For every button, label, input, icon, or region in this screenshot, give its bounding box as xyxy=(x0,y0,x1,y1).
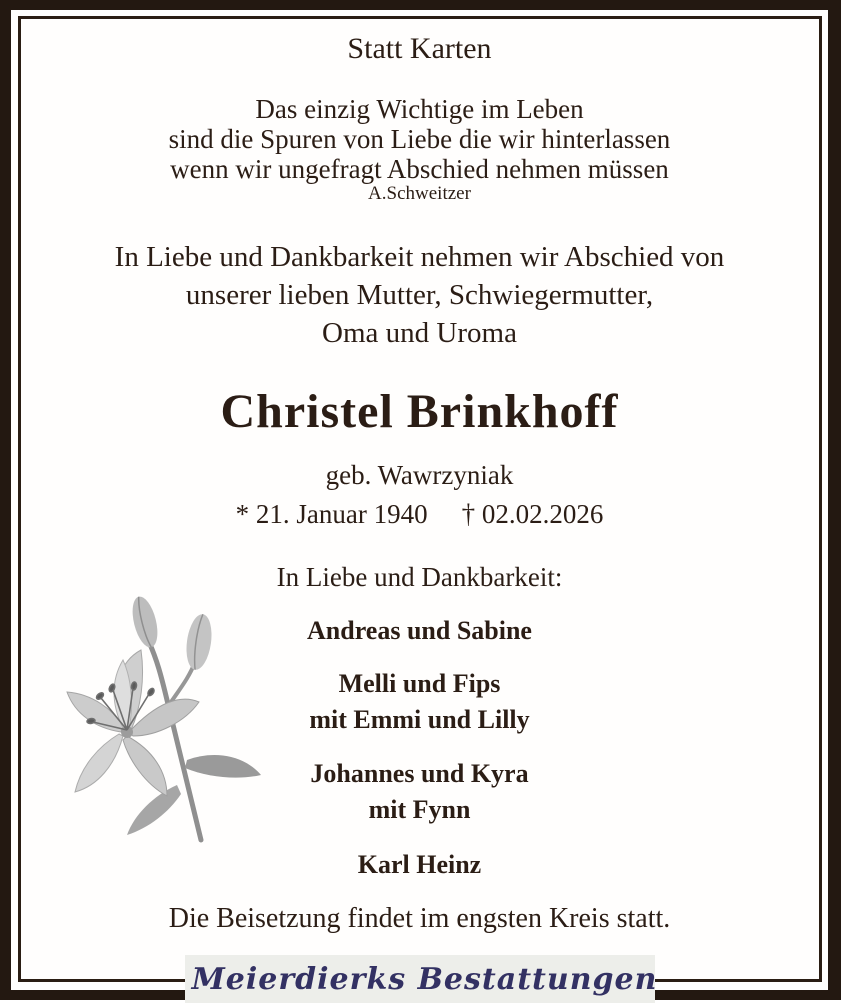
quote-line-1: Das einzig Wichtige im Leben xyxy=(255,94,584,124)
life-dates xyxy=(11,499,828,530)
notice-type-header: Statt Karten xyxy=(347,32,492,65)
maiden-name: geb. Wawrzyniak xyxy=(325,460,514,490)
quote-attribution: A.Schweitzer xyxy=(368,183,471,204)
mourner-group-3 xyxy=(11,756,828,828)
farewell-intro xyxy=(11,238,828,352)
farewell-heading: In Liebe und Dankbarkeit: xyxy=(276,562,563,592)
intro-line-1: In Liebe und Dankbarkeit nehmen wir Abschied von xyxy=(114,241,725,273)
quote-line-2: sind die Spuren von Liebe die wir hinterlassen xyxy=(168,124,671,154)
intro-line-3: Oma und Uroma xyxy=(322,317,517,349)
intro-line-2: unserer lieben Mutter, Schwiegermutter, xyxy=(185,279,654,311)
publisher-logo xyxy=(185,955,658,1003)
mourner-group-2 xyxy=(11,666,828,738)
mourner-line: Johannes und Kyra xyxy=(310,759,529,788)
mourner-line: Andreas und Sabine xyxy=(307,616,532,645)
mourner-line: Melli und Fips xyxy=(338,669,501,698)
mourner-line: mit Fynn xyxy=(368,795,471,824)
funeral-note: Die Beisetzung findet im engsten Kreis statt. xyxy=(168,903,671,934)
mourner-group-1 xyxy=(11,613,828,649)
memorial-quote xyxy=(11,94,828,184)
birth-date: * 21. Januar 1940 xyxy=(235,499,428,529)
death-date: † 02.02.2026 xyxy=(461,499,604,529)
quote-line-3: wenn wir ungefragt Abschied nehmen müssen xyxy=(170,154,669,184)
deceased-name: Christel Brinkhoff xyxy=(220,385,619,438)
mourner-line: Karl Heinz xyxy=(357,850,482,879)
mourner-group-4 xyxy=(11,847,828,883)
publisher-name: Meierdierks Bestattungen xyxy=(191,961,658,997)
mourner-line: mit Emmi und Lilly xyxy=(309,705,530,734)
